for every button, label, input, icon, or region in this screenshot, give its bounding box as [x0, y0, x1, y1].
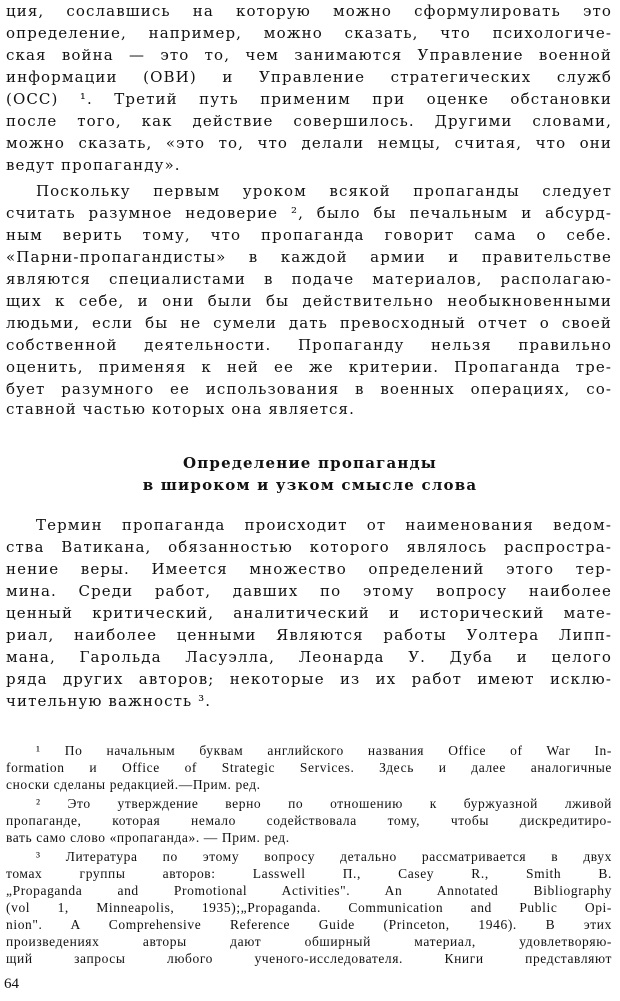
- text-line: ряда других авторов; некоторые из их работ имеют исклю-: [6, 670, 612, 688]
- text-line: нение веры. Имеется множество определений этого тер-: [6, 560, 612, 578]
- section-heading-line-1: Определение пропаганды: [182, 454, 438, 472]
- text-line: ставной частью которых она является.: [6, 400, 355, 418]
- text-line: риал, наиболее ценными Являются работы Уолтера Липп-: [6, 626, 612, 644]
- footnote-line: ² Это утверждение верно по отношению к буржуазной лживой: [36, 796, 612, 811]
- text-line: оценить, применяя к ней ее же критерии. Пропаганда тре-: [6, 358, 612, 376]
- footnote-line: сноски сделаны редакцией.—Прим. ред.: [6, 777, 261, 792]
- text-line: после того, как действие совершилось. Другими словами,: [6, 112, 612, 130]
- footnote-line: (vol 1, Minneapolis, 1935);„Propaganda. Communication and Public Opi-: [6, 900, 612, 915]
- footnote-line: „Propaganda and Promotional Activities". An Annotated Bibliography: [6, 883, 612, 898]
- text-line: мана, Гарольда Ласуэлла, Леонарда У. Дуба и целого: [6, 648, 612, 666]
- text-line: людьми, если бы не сумели дать превосходный отчет о своей: [6, 314, 612, 332]
- footnote-line: пропаганде, которая немало содействовала тому, чтобы дискредитиро-: [6, 813, 612, 828]
- text-line: мина. Среди работ, давших по этому вопросу наиболее: [6, 582, 612, 600]
- text-line: «Парни-пропагандисты» в каждой армии и правительстве: [6, 248, 612, 266]
- text-line: ская война — это то, чем занимаются Управление военной: [6, 46, 612, 64]
- text-line: Термин пропаганда происходит от наименования ведом-: [36, 516, 612, 534]
- text-line: чительную важность ³.: [6, 692, 212, 710]
- text-line: щих к себе, и они были бы действительно необыкновенными: [6, 292, 612, 310]
- text-line: определение, например, можно сказать, что психологиче-: [6, 24, 612, 42]
- text-line: (ОСС) ¹. Третий путь применим при оценке обстановки: [6, 90, 612, 108]
- text-line: ства Ватикана, обязанностью которого являлось распростра-: [6, 538, 612, 556]
- text-line: являются специалистами в подаче материалов, располагаю-: [6, 270, 612, 288]
- text-line: считать разумное недоверие ², было бы печальным и абсурд-: [6, 204, 612, 222]
- footnote-line: ³ Литература по этому вопросу детально рассматривается в двух: [36, 849, 612, 864]
- footnote-line: ¹ По начальным буквам английского названия Office of War In-: [36, 743, 612, 758]
- footnote-line: щий запросы любого ученого-исследователя. Книги представляют: [6, 951, 612, 966]
- text-line: ция, сославшись на которую можно сформулировать это: [6, 2, 612, 20]
- text-line: ведут пропаганду».: [6, 156, 181, 174]
- section-heading-line-2: в широком и узком смысле слова: [142, 476, 478, 494]
- text-line: информации (ОВИ) и Управление стратегических служб: [6, 68, 612, 86]
- footnote-line: formation и Office of Strategic Services. Здесь и далее аналогичные: [6, 760, 612, 775]
- text-line: собственной деятельности. Пропаганду нельзя правильно: [6, 336, 612, 354]
- footnote-line: вать само слово «пропаганда». — Прим. ред.: [6, 830, 290, 845]
- footnote-line: nion". A Comprehensive Reference Guide (Princeton, 1946). В этих: [6, 917, 612, 932]
- text-line: Поскольку первым уроком всякой пропаганды следует: [36, 182, 612, 200]
- text-line: ным верить тому, что пропаганда говорит сама о себе.: [6, 226, 612, 244]
- text-line: бует разумного ее использования в военных операциях, со-: [6, 380, 612, 398]
- text-line: можно сказать, «это то, что делали немцы, считая, что они: [6, 134, 612, 152]
- text-line: ценный критический, аналитический и исторический мате-: [6, 604, 612, 622]
- footnote-line: томах группы авторов: Lasswell П., Casey R., Smith B.: [6, 866, 612, 881]
- page-number: 64: [4, 976, 19, 992]
- footnote-line: произведениях авторы дают обширный материал, удовлетворяю-: [6, 934, 612, 949]
